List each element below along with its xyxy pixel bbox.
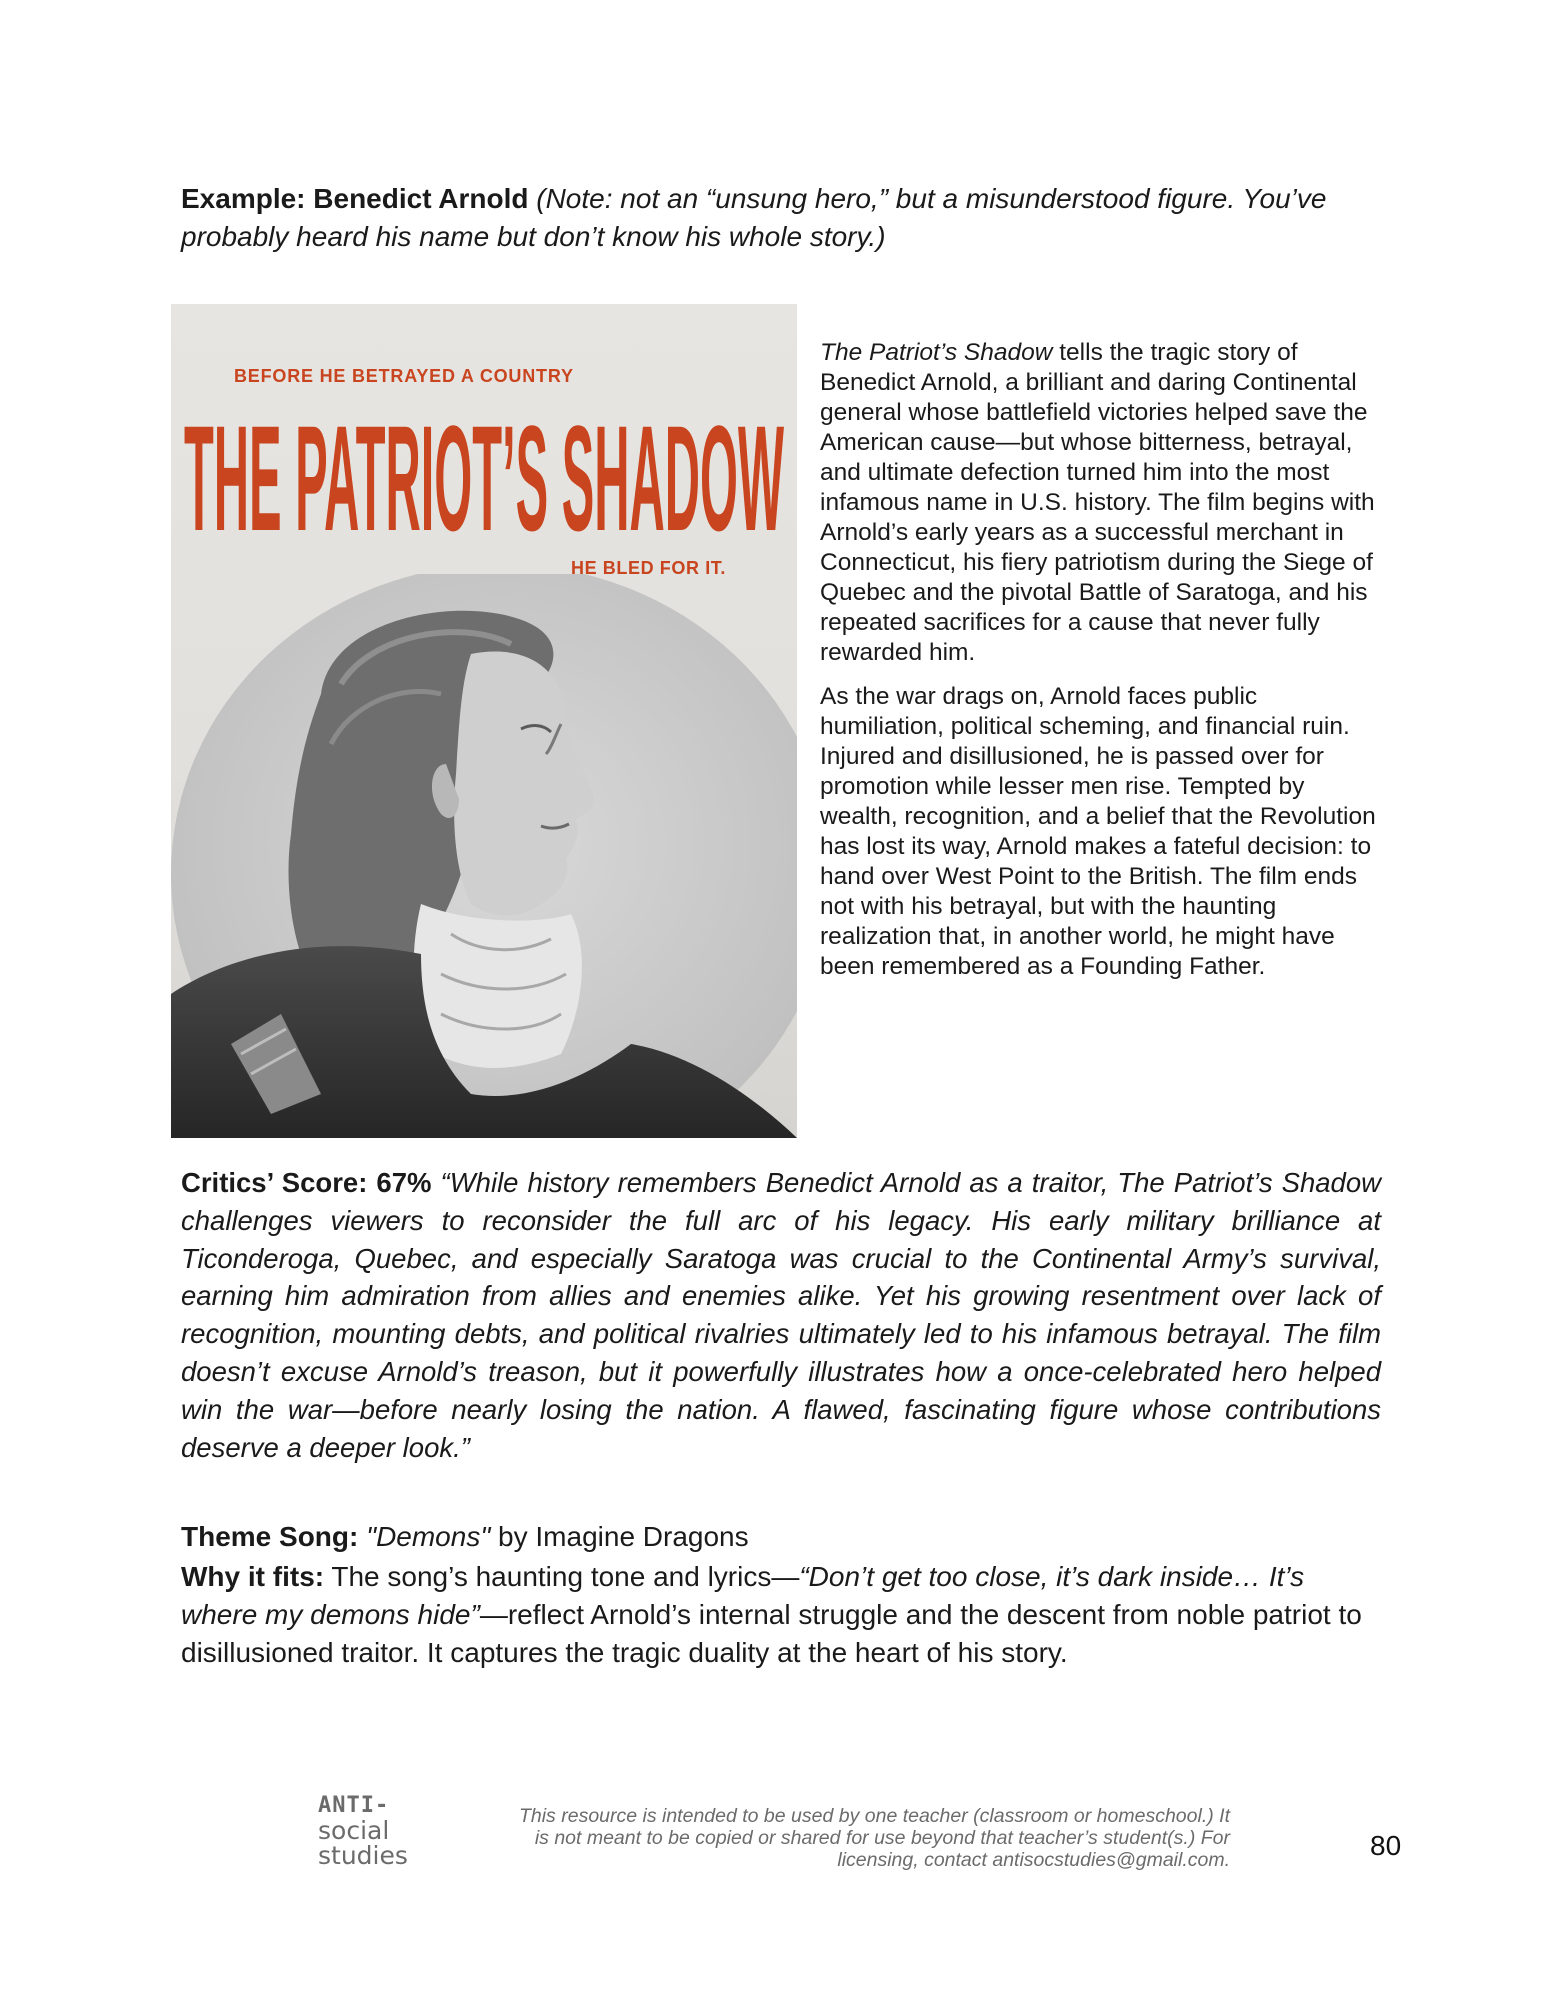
theme-song-section [181,1518,1381,1672]
movie-poster [171,304,797,1138]
why-it-fits-label: Why it fits: [181,1561,325,1592]
theme-song-artist: by Imagine Dragons [490,1521,749,1552]
synopsis-paragraph-2: As the war drags on, Arnold faces public humiliation, political scheming, and financial ruin. Injured and disillusioned, he is passed over for promotion while lesser men rise. Tempted by wealth, recognition, and a belief that the Revolution has lost its way, Arnold makes a fateful decision: to hand over West Point to the British. The film ends not with his betrayal, but with the haunting realization that, in another world, he might have been remembered as a Founding Father. [820,683,1376,980]
example-note: (Note: not an “unsung hero,” but a misunderstood figure. You’ve probably heard his name but don’t know his whole story.) [181,183,1327,252]
why-text-1: The song’s haunting tone and lyrics— [324,1561,800,1592]
film-synopsis [820,338,1380,996]
theme-song-line [181,1518,1381,1556]
critics-score-paragraph [181,1164,1381,1466]
logo-line-3: studies [318,1841,408,1870]
poster-title [181,390,787,538]
page-number: 80 [1370,1830,1402,1861]
poster-tagline: BEFORE HE BETRAYED A COUNTRY [234,366,574,386]
synopsis-paragraph-1 [820,338,1380,668]
intro-paragraph [181,180,1381,256]
logo-line-1: ANTI- [318,1793,390,1818]
poster-title-text: THE PATRIOT’S SHADOW [184,394,785,538]
song-lyric: “Don’t get too close, it’s dark inside… It’s where my demons hide” [181,1561,1305,1630]
logo-line-2: social [318,1816,390,1845]
arnold-portrait-image [171,574,797,1138]
example-label: Example: Benedict Arnold [181,183,529,214]
synopsis-p1-text: tells the tragic story of Benedict Arnold, a brilliant and daring Continental general whose battlefield victories helped save the American cause—but whose bitterness, betrayal, and ultimate defection turned him into the most infamous name in U.S. history. The film begins with Arnold’s early years as a successful merchant in Connecticut, his fiery patriotism during the Siege of Quebec and the pivotal Battle of Saratoga, and his repeated sacrifices for a cause that never fully rewarded him. [820,339,1375,666]
poster-subtag: HE BLED FOR IT. [571,558,727,578]
theme-song-label: Theme Song: [181,1521,359,1552]
why-it-fits [181,1558,1381,1672]
anti-social-studies-logo [318,1793,438,1868]
critics-score-label: Critics’ Score: 67% [181,1167,432,1198]
critics-quote: “While history remembers Benedict Arnold as a traitor, The Patriot’s Shadow challenges viewers to reconsider the full arc of his legacy. His early military brilliance at Ticonderoga, Quebec, and especially Saratoga was crucial to the Continental Army’s survival, earning him admiration from allies and enemies alike. Yet his growing resentment over lack of recognition, mounting debts, and political rivalries ultimately led to his infamous betrayal. The film doesn’t excuse Arnold’s treason, but it powerfully illustrates how a once-celebrated hero helped win the war—before nearly losing the nation. A flawed, fascinating figure whose contributions deserve a deeper look.” [181,1167,1382,1463]
film-title: The Patriot’s Shadow [820,339,1053,366]
why-text-2: —reflect Arnold’s internal struggle and the descent from noble patriot to disillusioned traitor. It captures the tragic duality at the heart of his story. [181,1599,1362,1668]
theme-song-title: "Demons" [366,1521,491,1552]
license-note: This resource is intended to be used by one teacher (classroom or homeschool.) It is not meant to be copied or shared for use beyond that teacher’s student(s.) For licensing, contact antisocstudies@gmail.com. [518,1805,1230,1871]
